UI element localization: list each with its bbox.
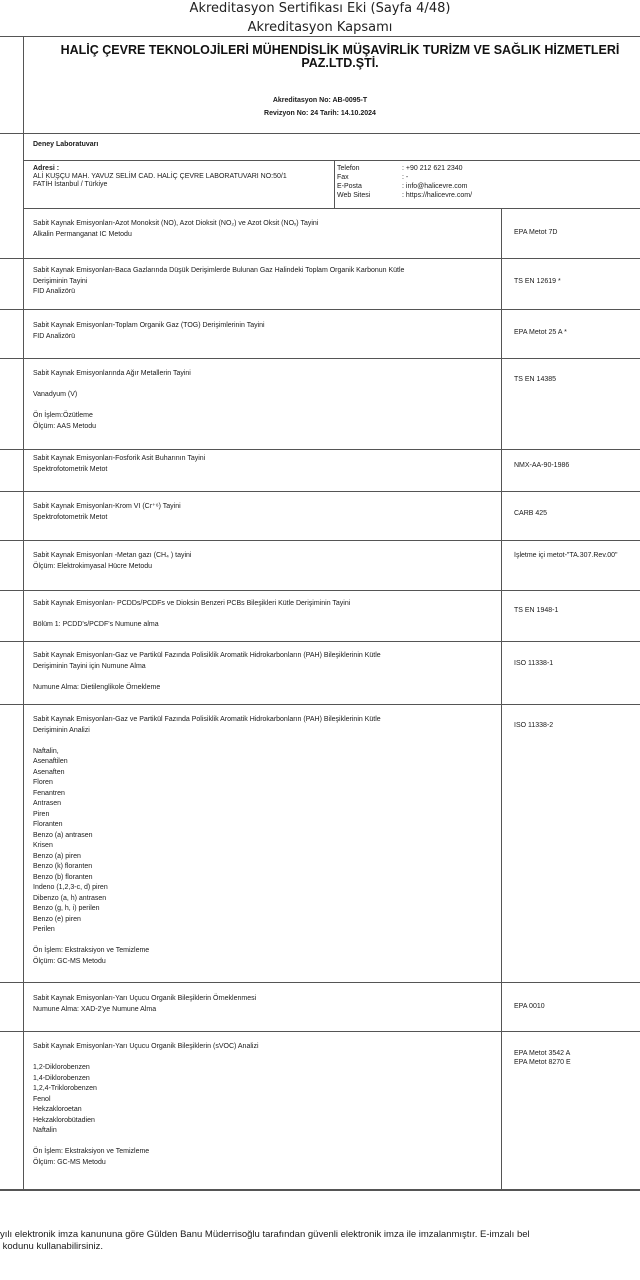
contact-key: Fax — [337, 174, 349, 181]
contact-website — [337, 192, 472, 199]
row-method: ISO 11338-1 — [514, 660, 554, 667]
row-divider — [501, 591, 502, 641]
table-row — [0, 591, 640, 642]
company-name-line1: HALİÇ ÇEVRE TEKNOLOJİLERİ MÜHENDİSLİK MÜŞAVİRLİK TURİZM VE SAĞLIK HİZMETLERİ — [60, 43, 620, 57]
lab-title: Deney Laboratuvarı — [33, 141, 99, 148]
row-divider — [501, 310, 502, 358]
address-row — [23, 160, 640, 209]
table-row — [0, 983, 640, 1032]
page-header-subtitle: Akreditasyon Kapsamı — [247, 20, 393, 35]
row-divider — [501, 208, 502, 258]
row-description: Sabit Kaynak Emisyonları-Baca Gazlarında Düşük Derişimlerde Bulunan Gaz Halindeki Toplam Organik Karbonun Kütle Derişiminin Tayini FID Analizörü — [33, 267, 405, 295]
row-left-cell — [0, 983, 24, 1031]
left-margin-column — [0, 36, 24, 208]
table-row — [0, 705, 640, 983]
address-label: Adresi : — [33, 165, 60, 172]
revision-number: Revizyon No: 24 Tarih: 14.10.2024 — [264, 110, 376, 117]
row-left-cell — [0, 705, 24, 982]
lab-title-row — [23, 132, 640, 161]
address-divider — [334, 160, 335, 208]
row-divider — [501, 983, 502, 1031]
row-left-cell — [0, 541, 24, 590]
row-description: Sabit Kaynak Emisyonları- PCDDs/PCDFs ve Dioksin Benzeri PCBs Bileşikleri Kütle Derişiminin Tayini Bölüm 1: PCDD's/PCDF's Numune alma — [33, 600, 351, 628]
row-method: NMX-AA-90-1986 — [514, 462, 570, 469]
row-left-cell — [0, 591, 24, 641]
row-method: CARB 425 — [514, 510, 548, 517]
contact-key: Telefon — [337, 165, 360, 172]
row-description: Sabit Kaynak Emisyonları-Yarı Uçucu Organik Bileşiklerin Örneklenmesi Numune Alma: XAD-2'ye Numune Alma — [33, 995, 257, 1013]
row-left-cell — [0, 259, 24, 309]
row-description: Sabit Kaynak Emisyonları-Yarı Uçucu Organik Bileşiklerin (sVOC) Analizi 1,2-Diklorobenzen 1,4-Diklorobenzen 1,2,4-Triklorobenzen Fenol Hekzaklorоetan Hekzaklorobütadien Naftalin Ön İşlem: Ekstraksiyon ve Temizleme Ölçüm: GC-MS Metodu — [33, 1043, 259, 1166]
row-description: Sabit Kaynak Emisyonları-Gaz ve Partikül Fazında Polisiklik Aromatik Hidrokarbonların (PAH) Bileşiklerinin Kütle Derişiminin Tayini için Numune Alma Numune Alma: Dietilenglikole Örnekleme — [33, 652, 381, 691]
row-divider — [501, 705, 502, 982]
row-description: Sabit Kaynak Emisyonları-Fosforik Asit Buharının Tayini Spektrofotometrik Metot — [33, 455, 206, 473]
contact-value: : +90 212 621 2340 — [402, 165, 463, 172]
row-divider — [501, 259, 502, 309]
table-row — [0, 492, 640, 541]
row-description: Sabit Kaynak Emisyonları-Toplam Organik Gaz (TOG) Derişimlerinin Tayini FID Analizörü — [33, 322, 265, 340]
footer-divider — [0, 1190, 640, 1191]
contact-value: : - — [402, 174, 409, 181]
address-line2: FATİH İstanbul / Türkiye — [33, 181, 108, 188]
row-left-cell — [0, 310, 24, 358]
row-method: EPA 0010 — [514, 1003, 545, 1010]
row-divider — [501, 450, 502, 491]
table-row — [0, 208, 640, 259]
row-left-cell — [0, 208, 24, 258]
row-divider — [501, 1032, 502, 1189]
row-method: TS EN 14385 — [514, 376, 557, 383]
row-method: İşletme içi metot-"TA.307.Rev.00" — [514, 552, 618, 559]
row-method: EPA Metot 3542 A EPA Metot 8270 E — [514, 1050, 571, 1066]
contact-phone — [337, 165, 463, 172]
row-method: ISO 11338-2 — [514, 722, 554, 729]
row-description: Sabit Kaynak Emisyonları-Krom VI (Cr⁺⁶) Tayini Spektrofotometrik Metot — [33, 503, 181, 521]
row-method: EPA Metot 7D — [514, 229, 558, 236]
footer-signature-note — [0, 1229, 640, 1253]
table-row — [0, 310, 640, 359]
table-row — [0, 259, 640, 310]
table-row — [0, 450, 640, 492]
contact-key: E-Posta — [337, 183, 362, 190]
contact-key: Web Sitesi — [337, 192, 371, 199]
contact-value[interactable]: : info@halicevre.com — [402, 183, 468, 190]
row-method: TS EN 12619 * — [514, 278, 561, 285]
table-row — [0, 359, 640, 450]
row-left-cell — [0, 450, 24, 491]
row-divider — [501, 492, 502, 540]
contact-fax — [337, 174, 408, 181]
accreditation-number: Akreditasyon No: AB-0095-T — [272, 97, 368, 104]
row-method: TS EN 1948-1 — [514, 607, 559, 614]
row-description: Sabit Kaynak Emisyonlarında Ağır Metallerin Tayini Vanadyum (V) Ön İşlem:Özütleme Ölçüm: AAS Metodu — [33, 370, 191, 430]
address-line1: ALİ KUŞÇU MAH. YAVUZ SELİM CAD. HALİÇ ÇEVRE LABORATUVARI NO:50/1 — [33, 173, 287, 180]
page-header-title: Akreditasyon Sertifikası Eki (Sayfa 4/48) — [189, 1, 451, 16]
row-description: Sabit Kaynak Emisyonları-Gaz ve Partikül Fazında Polisiklik Aromatik Hidrokarbonların (PAH) Bileşiklerinin Kütle Derişiminin Analizi Naftalin, Asenaftilen Asenaften Floren Fenantren Antrasen Piren Floranten Benzo (a) antrasen Krisen Benzo (a) piren Benzo (k) floranten Benzo (b) floranten Indeno (1,2,3-c, d) piren Dibenzo (a, h) antrasen Benzo (g, h, i) perilen Benzo (e) piren Perilen Ön İşlem: Ekstraksiyon ve Temizleme Ölçüm: GC-MS Metodu — [33, 716, 381, 965]
table-row — [0, 642, 640, 705]
contact-value[interactable]: : https://halicevre.com/ — [402, 192, 473, 199]
table-row — [0, 541, 640, 591]
row-description: Sabit Kaynak Emisyonları-Azot Monoksit (NO), Azot Dioksit (NO₂) ve Azot Oksit (NOₓ) Tayini Alkalin Permanganat IC Metodu — [33, 220, 319, 238]
row-left-cell — [0, 1032, 24, 1189]
row-divider — [501, 359, 502, 449]
contact-email — [337, 183, 467, 190]
row-divider — [501, 642, 502, 704]
table-row — [0, 1032, 640, 1190]
footer-line1: yılı elektronik imza kanununa göre Gülden Banu Müderrisoğlu tarafından güvenli elektronik imza ile imzalanmıştır. E-imzalı bel — [0, 1229, 530, 1240]
row-method: EPA Metot 25 A * — [514, 329, 567, 336]
row-left-cell — [0, 492, 24, 540]
row-divider — [501, 541, 502, 590]
row-description: Sabit Kaynak Emisyonları -Metan gazı (CH₄ ) tayini Ölçüm: Elektrokimyasal Hücre Metodu — [33, 552, 192, 570]
company-name-line2: PAZ.LTD.ŞTİ. — [301, 56, 379, 70]
row-left-cell — [0, 359, 24, 449]
footer-line2: kodunu kullanabilirsiniz. — [0, 1241, 103, 1252]
row-left-cell — [0, 642, 24, 704]
